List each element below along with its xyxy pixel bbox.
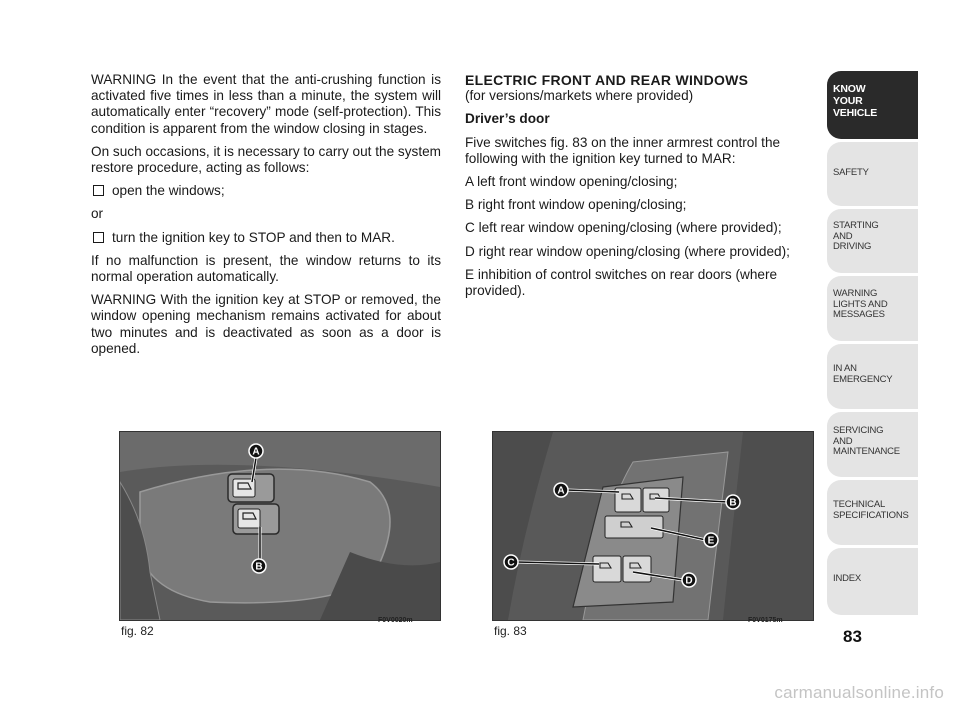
tab-label: SAFETY bbox=[833, 167, 869, 178]
switch-item-c: C left rear window opening/closing (where provided); bbox=[465, 220, 782, 236]
drivers-door-heading: Driver’s door bbox=[465, 111, 550, 127]
tab-label: AND bbox=[833, 435, 853, 447]
bullet-ignition-key bbox=[91, 230, 441, 246]
checkbox-bullet-icon bbox=[93, 185, 104, 196]
figure-82-image bbox=[119, 431, 441, 621]
tab-label: SERVICING bbox=[833, 425, 884, 436]
tab-label: IN AN bbox=[833, 363, 857, 374]
switch-item-d: D right rear window opening/closing (where provided); bbox=[465, 243, 790, 259]
or-text: or bbox=[91, 206, 104, 222]
door-switch-illustration bbox=[120, 432, 440, 620]
tab-servicing-and-maintenance[interactable] bbox=[827, 412, 918, 477]
watermark[interactable]: carmanualsonline.info bbox=[774, 683, 944, 702]
tab-label: INDEX bbox=[833, 573, 862, 584]
warning-recovery-paragraph: WARNING In the event that the anti-crushing function is activated five times in less than a minute, the system will automatically enter “recovery” mode (self-protection). This condition is apparent from the window closing in stages. bbox=[91, 72, 441, 136]
switches-intro: Five switches fig. 83 on the inner armrest control the following with the ignition key turned to MAR: bbox=[465, 134, 781, 166]
switch-item-a: A left front window opening/closing; bbox=[465, 174, 678, 190]
callout-b: B bbox=[255, 561, 263, 573]
bullet-text: turn the ignition key to STOP and then to MAR. bbox=[112, 229, 395, 245]
tab-safety[interactable] bbox=[827, 142, 918, 206]
tab-label: SPECIFICATIONS bbox=[833, 509, 909, 521]
bullet-open-windows bbox=[91, 183, 441, 199]
section-subheading: (for versions/markets where provided) bbox=[465, 88, 694, 104]
bullet-text: open the windows; bbox=[112, 183, 225, 199]
restore-procedure-paragraph: On such occasions, it is necessary to carry out the system restore procedure, acting as follows: bbox=[91, 143, 441, 176]
figure-82-label: fig. 82 bbox=[121, 624, 154, 638]
callout-a: A bbox=[252, 446, 260, 458]
figure-83-code: F0V0175m bbox=[748, 617, 783, 624]
tab-label: MAINTENANCE bbox=[833, 446, 900, 457]
switch-item-b: B right front window opening/closing; bbox=[465, 197, 687, 213]
figure-82-code: F0V0020m bbox=[378, 617, 413, 624]
section-heading: ELECTRIC FRONT AND REAR WINDOWS bbox=[465, 72, 749, 88]
tab-technical-specifications[interactable] bbox=[827, 480, 918, 545]
tab-label: KNOW bbox=[833, 83, 866, 95]
callout-c: C bbox=[507, 557, 515, 569]
right-column bbox=[465, 72, 815, 306]
switch-item-e: E inhibition of control switches on rear doors (where provided). bbox=[465, 266, 778, 299]
tab-index[interactable] bbox=[827, 548, 918, 615]
page-number: 83 bbox=[843, 627, 862, 646]
callout-b: B bbox=[729, 497, 737, 509]
tab-label: TECHNICAL bbox=[833, 499, 886, 510]
tab-label: DRIVING bbox=[833, 241, 872, 252]
tab-label: VEHICLE bbox=[833, 107, 878, 119]
normal-operation-paragraph: If no malfunction is present, the window returns to its normal operation automatically. bbox=[91, 252, 441, 285]
callout-d: D bbox=[685, 575, 693, 587]
figure-83-image bbox=[492, 431, 814, 621]
tab-in-an-emergency[interactable] bbox=[827, 344, 918, 409]
warning-ignition-paragraph: WARNING With the ignition key at STOP or removed, the window opening mechanism remains activated for about two minutes and is deactivated as soon as a door is opened. bbox=[91, 292, 441, 356]
tab-label: MESSAGES bbox=[833, 309, 885, 320]
callout-a: A bbox=[557, 485, 565, 497]
tab-starting-and-driving[interactable] bbox=[827, 209, 918, 273]
tab-label: LIGHTS AND bbox=[833, 298, 888, 310]
figure-83-label: fig. 83 bbox=[494, 624, 527, 638]
checkbox-bullet-icon bbox=[93, 232, 104, 243]
tab-label: YOUR bbox=[833, 95, 863, 107]
tab-know-your-vehicle[interactable] bbox=[827, 71, 918, 139]
callout-e: E bbox=[707, 535, 715, 547]
left-column bbox=[91, 72, 441, 364]
armrest-switches-illustration bbox=[493, 432, 813, 620]
tab-label: EMERGENCY bbox=[833, 373, 893, 385]
tab-label: AND bbox=[833, 230, 853, 242]
tab-label: WARNING bbox=[833, 288, 878, 299]
tab-label: STARTING bbox=[833, 220, 879, 231]
tab-warning-lights-and-messages[interactable] bbox=[827, 276, 918, 341]
